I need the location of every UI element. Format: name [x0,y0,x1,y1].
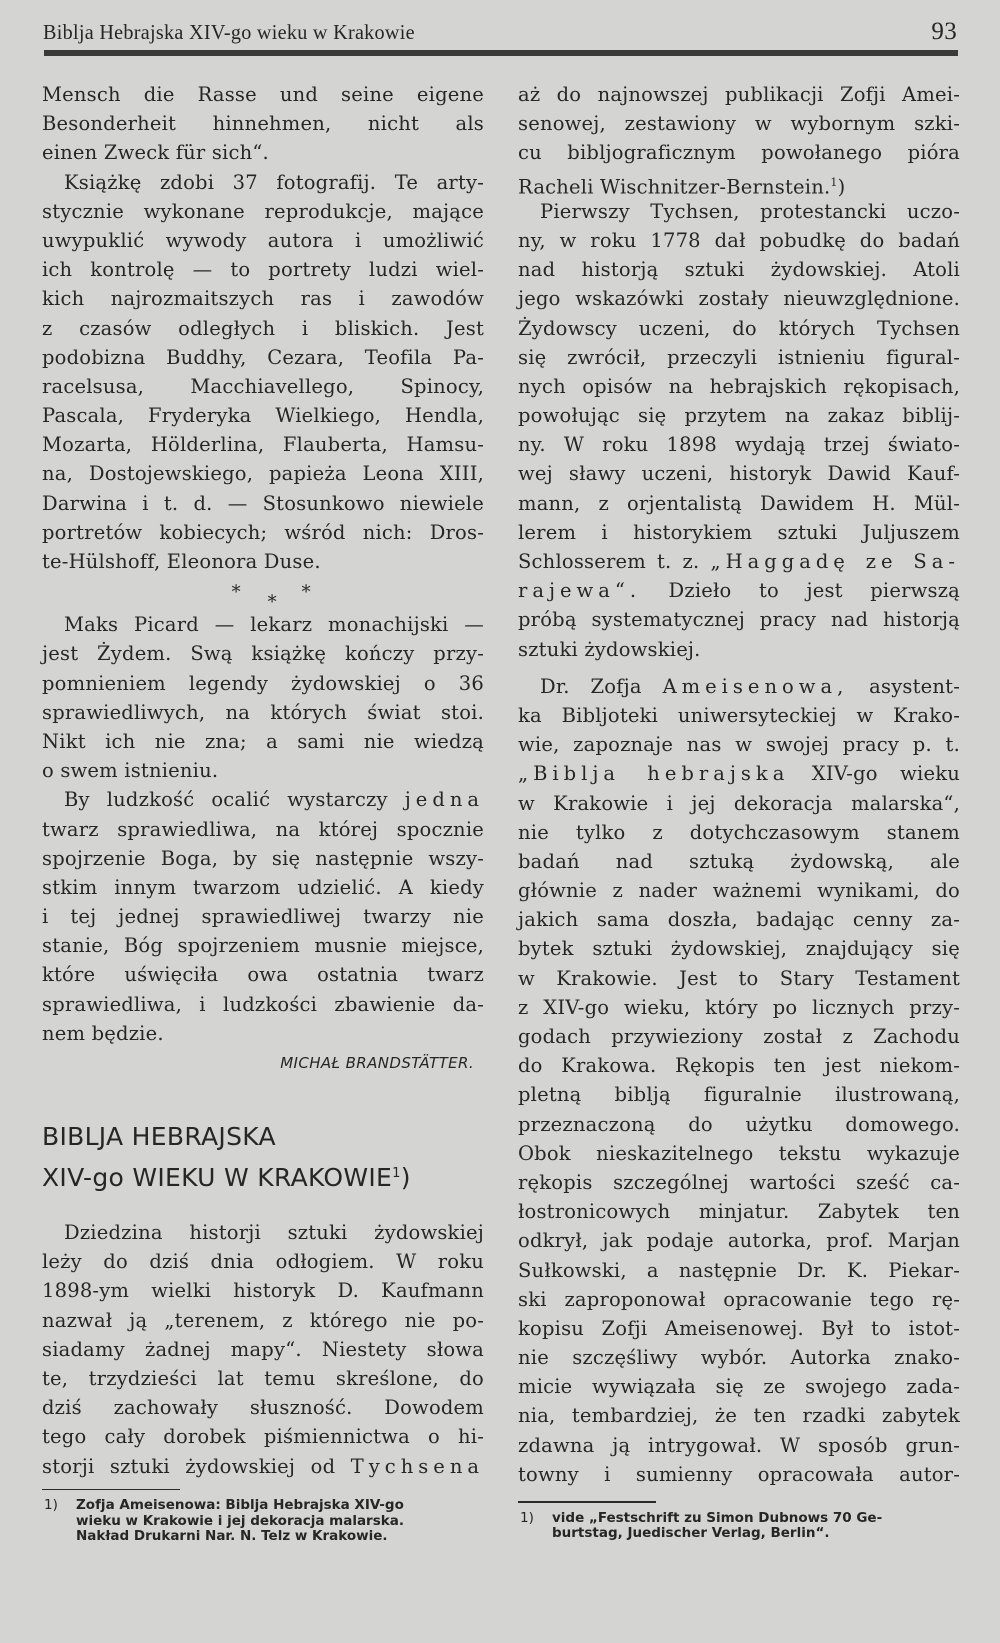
text-line: ich kontrolę — to portrety ludzi wiel- [42,258,484,282]
text-line: storji sztuki żydowskiej od Tychsena [42,1454,484,1478]
text-line: zdawna ją intrygował. W sposób grun- [518,1433,960,1457]
legend-paragraph [42,785,484,1048]
text-line: stycznie wykonane reprodukcje, mające [42,199,484,223]
text-line: nem będzie. [42,1021,164,1045]
text-line: bytek sztuki żydowskiej, znajdujący się [518,937,960,961]
text-line: pomnieniem legendy żydowskiej o 36 [42,671,484,695]
text-line: jego wskazówki zostały nieuwzględnione. [518,287,960,311]
footnote-line: Nakład Drukarni Nar. N. Telz w Krakowie. [76,1528,388,1545]
text-line: stkim innym twarzom udzielić. A kiedy [42,875,484,899]
text-line: Pierwszy Tychsen, protestancki uczo- [540,199,960,223]
heading-line: XIV-go WIEKU W KRAKOWIE$^1$) [42,1163,411,1192]
text-line: uwypuklić wywody autora i umożliwić [42,228,484,252]
ameisenowa-paragraph [518,672,960,1489]
footnote-rule [518,1501,656,1503]
text-line: portretów kobiecych; wśród nich: Dros- [42,520,484,544]
text-line: nia, tembardziej, że ten rzadki zabytek [518,1404,960,1428]
footnote-line: vide „Festschrift zu Simon Dubnows 70 Ge- [552,1509,883,1526]
text-line: Besonderheit hinnehmen, nicht als [42,112,484,136]
text-line: leży do dziś dnia odłogiem. W roku [42,1250,484,1274]
text-line: aż do najnowszej publikacji Zofji Amei- [518,83,960,106]
text-line: ski zaproponował opracowanie tego rę- [518,1287,960,1311]
text-line: „Biblja hebrajska XIV-go wieku [518,762,960,786]
text-line: Maks Picard — lekarz monachijski — [64,613,484,637]
footnote-marker: 1) [44,1497,58,1514]
text-line: siadamy żadnej mapy“. Niestety słowa [42,1337,484,1361]
emphasized-title: „Biblja hebrajska [518,762,790,786]
text-line: spojrzenie Boga, by się następnie wszy- [42,846,484,870]
running-head-title: Biblja Hebrajska XIV-go wieku w Krakowie [43,20,415,44]
text-line: Darwina i t. d. — Stosunkowo niewiele [42,491,484,515]
text-line: sprawiedliwa, i ludzkości zbawienie da- [42,992,484,1016]
picard-paragraph [42,610,484,785]
text-line: na, Dostojewskiego, papieża Leona XIII, [42,462,484,486]
footnote [518,1511,960,1542]
text-line: cu bibljograficznym powołanego pióra [518,141,960,165]
page-number: 93 [931,18,957,45]
text-line: jakich sama doszła, badając cenny za- [518,908,960,932]
spacer [42,1078,484,1118]
text-line: Dziedzina historji sztuki żydowskiej [64,1221,484,1244]
text-line: Mozarta, Hölderlina, Flauberta, Hamsu- [42,433,484,457]
text-line: w Krakowie. Jest to Stary Testament [518,966,960,990]
spacer [518,664,960,672]
text-line: które uświęciła owa ostatnia twarz [42,963,484,987]
text-line: z czasów odległych i bliskich. Jest [42,316,484,340]
bibliography-paragraph [518,80,960,197]
text-line: rękopis szczególnej wartości sześć ca- [518,1170,960,1194]
photographs-paragraph [42,168,484,577]
text-line: mann, z orjentalistą Dawidem H. Mül- [518,491,960,515]
text-line: ny, w roku 1778 dał pobudkę do badań [518,228,960,252]
text-line: 1898-ym wielki historyk D. Kaufmann [42,1279,484,1303]
text-line: do Krakowa. Rękopis ten jest niekom- [518,1054,960,1078]
text-line: wej sławy uczeni, historyk Dawid Kauf- [518,462,960,486]
text-line: powołując się przytem na zakaz biblij- [518,404,960,428]
asterisk-icon: ∗ [230,578,243,600]
text-line: sprawiedliwych, na których świat stoi. [42,700,484,724]
text-line: kich najrozmaitszych ras i zawodów [42,287,484,311]
text-line: badań nad sztuką żydowską, ale [518,849,960,873]
asterisk-icon: ∗ [266,588,279,610]
author-signature: MICHAŁ BRANDSTÄTTER. [280,1054,474,1072]
text-line: dziś zachowały słuszność. Dowodem [42,1396,484,1420]
article-heading [42,1118,484,1196]
text-line: ka Bibljoteki uniwersyteckiej w Krako- [518,703,960,727]
article-intro-paragraph [42,1218,484,1481]
header-rule [44,50,958,56]
text-line: nie szczęśliwy wybór. Autorka znako- [518,1346,960,1370]
text-line: pletną biblją figuralnie ilustrowaną, [518,1083,960,1107]
text-line: Dr. Zofja Ameisenowa, asystent- [540,674,960,698]
text-line: nazwał ją „terenem, z którego nie po- [42,1308,484,1332]
footnote-reference[interactable]: 1 [392,1166,401,1181]
text-line: łostronicowych minjatur. Zabytek ten [518,1200,960,1224]
text-line: kopisu Zofji Ameisenowej. Był to istot- [518,1316,960,1340]
text-line: te, trzydzieści lat temu skreślone, do [42,1366,484,1390]
text-line: jest Żydem. Swą książkę kończy przy- [42,642,484,666]
spacer [42,1196,484,1218]
footnote [42,1498,484,1545]
text-line: ny. W roku 1898 wydają trzej świato- [518,433,960,457]
text-line: By ludzkość ocalić wystarczy jedna [64,788,485,812]
text-line: nad historją sztuki żydowskiej. Atoli [518,258,960,282]
text-line: racelsusa, Macchiavellego, Spinocy, [42,374,484,398]
footnote-rule [42,1489,180,1491]
tychsen-paragraph [518,197,960,664]
text-line: wie, zapoznaje nas w swojej pracy p. t. [518,733,960,757]
footnote-line: burtstag, Juedischer Verlag, Berlin“. [552,1525,830,1541]
right-column [518,80,960,1542]
footnote-line: Zofja Ameisenowa: Biblja Hebrajska XIV-go [76,1497,404,1514]
text-line: Schlosserem t. z. „Haggadę ze Sa- [518,550,960,573]
text-line: godach przywieziony został z Zachodu [518,1025,960,1048]
text-line: tego cały dorobek piśmiennictwa o hi- [42,1425,484,1449]
text-line: senowej, zestawiony w wybornym szki- [518,112,960,136]
text-line: podobizna Buddhy, Cezara, Teofila Pa- [42,345,484,369]
emphasized-name: Ameisenowa, [662,674,849,698]
emphasized-word: Tychsena [350,1454,484,1478]
text-line: te-Hülshoff, Eleonora Duse. [42,550,321,573]
text-line: Racheli Wischnitzer-Bernstein.$^1$) [518,175,846,199]
running-head [43,18,957,52]
text-line: odkrył, jak podaje autorka, prof. Marjan [518,1229,960,1253]
text-line: rajewa“. Dzieło to jest pierwszą [518,579,960,603]
text-line: głównie z nader ważnemi wynikami, do [518,879,960,903]
text-line: sztuki żydowskiej. [518,637,701,661]
text-line: Obok nieskazitelnego tekstu wykazuje [518,1141,960,1165]
text-line: przeznaczoną do użytku domowego. [518,1112,960,1136]
text-line: Mensch die Rasse und seine eigene [42,83,484,106]
text-line: micie wywiązała się ze swojego zada- [518,1375,960,1399]
text-line: się zwrócił, przeczyli istnieniu figural- [518,345,960,369]
left-column [42,80,484,1545]
review-ending-paragraph [42,80,484,168]
text-line: einen Zweck für sich“. [42,141,269,165]
text-line: Książkę zdobi 37 fotografij. Te arty- [64,170,484,194]
asterisk-icon: ∗ [300,578,313,600]
text-line: stanie, Bóg spojrzeniem musnie miejsce, [42,934,484,958]
emphasized-title: „Haggadę ze Sa- [710,550,960,573]
text-line: lerem i historykiem sztuki Juljuszem [518,520,960,544]
heading-line: BIBLJA HEBRAJSKA [42,1122,276,1151]
text-line: z XIV-go wieku, który po licznych przy- [518,995,960,1019]
text-line: nie tylko z dotychczasowym stanem [518,820,960,844]
footnote-reference[interactable]: 1 [830,175,838,189]
text-line: Żydowscy uczeni, do których Tychsen [518,316,960,340]
text-line: nych opisów na hebrajskich rękopisach, [518,374,960,398]
text-line: Pascala, Fryderyka Wielkiego, Hendla, [42,404,484,428]
text-line: Sułkowski, a następnie Dr. K. Piekar- [518,1258,960,1282]
footnote-line: wieku w Krakowie i jej dekoracja malarska. [76,1512,404,1529]
text-line: w Krakowie i jej dekoracja malarska“, [518,791,960,815]
section-separator-asterisks [42,576,484,610]
emphasized-word: jedna [404,788,485,812]
text-line: Nikt ich nie zna; a sami nie wiedzą [42,729,484,753]
emphasized-title: rajewa“. [518,579,642,603]
footnote-marker: 1) [520,1509,534,1526]
text-line: o swem istnieniu. [42,759,219,783]
text-line: i tej jednej sprawiedliwej twarzy nie [42,905,484,929]
text-line: próbą systematycznej pracy nad historją [518,608,960,632]
text-line: twarz sprawiedliwa, na której spocznie [42,817,484,841]
text-line: towny i sumienny opracowała autor- [518,1462,960,1486]
